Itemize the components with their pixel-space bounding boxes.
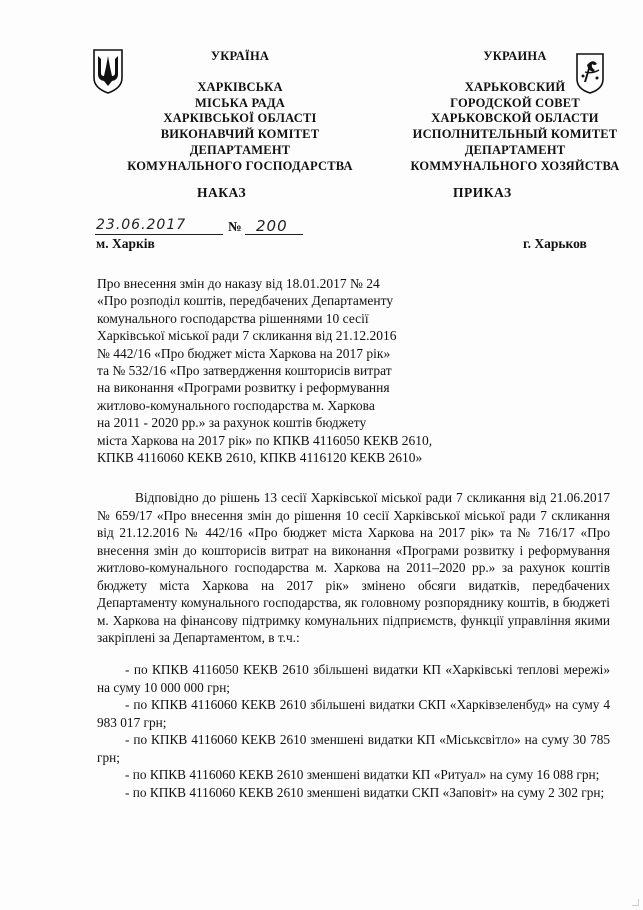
city-ru: г. Харьков [523,236,587,251]
doc-type-ru: ПРИКАЗ [453,185,512,200]
order-number: 200 [256,217,288,235]
list-item: - по КПКВ 4116060 КЕКВ 2610 зменшені видатки КП «Міськсвітло» на суму 30 785 грн; [97,732,610,765]
title-line: «Про розподіл коштів, передбачених Департаменту [97,293,394,309]
doc-type-ua: НАКАЗ [197,185,247,200]
org-line: ГОРОДСКОЙ СОВЕТ [450,95,580,110]
org-line: ДЕПАРТАМЕНТ [464,142,566,157]
allocation-list [97,661,610,801]
org-line: ДЕПАРТАМЕНТ [189,142,291,157]
country-ua: УКРАЇНА [210,49,270,63]
org-line: КОМУНАЛЬНОГО ГОСПОДАРСТВА [127,158,353,173]
country-ru: УКРАИНА [483,49,547,63]
title-line: житлово-комунального господарства м. Харкова [97,397,375,413]
body-text [97,489,610,647]
title-line: комунального господарства рішеннями 10 сесії [97,310,369,326]
date-underline [95,234,223,235]
list-item: - по КПКВ 4116060 КЕКВ 2610 зменшені видатки КП «Ритуал» на суму 16 088 грн; [125,767,600,782]
number-sign: № [228,219,242,234]
city-ua: м. Харків [96,236,155,251]
list-item: - по КПКВ 4116060 КЕКВ 2610 збільшені видатки СКП «Харківзеленбуд» на суму 4 983 017 грн; [97,697,610,730]
body-paragraph: Відповідно до рішень 13 сесії Харківської міської ради 7 скликання від 21.06.2017 № 659/17 «Про внесення змін до рішення 10 сесії Харківської міської ради 7 скликання від 21.12.2016 № 442/16 «Про бюджет міста Харкова на 2017 рік» та № 716/17 «Про внесення змін до кошторисів витрат на виконання «Програми розвитку і реформування житлово-комунального господарства м. Харкова на 2011–2020 рр.» за рахунок коштів бюджету міста Харкова на 2017 рік» змінено обсяги видатків, передбачених Департаменту комунального господарства, як головному розпоряднику коштів, в бюджеті м. Харкова на фінансову підтримку комунальних підприємств, функції управління якими закріплені за Департаментом, в т.ч.: [97,490,610,645]
org-line: ВИКОНАВЧИЙ КОМІТЕТ [160,127,320,142]
org-line: ХАРКІВСЬКА [197,79,283,94]
order-date: 23.06.2017 [96,217,187,233]
list-item: - по КПКВ 4116060 КЕКВ 2610 зменшені видатки СКП «Заповіт» на суму 2 302 грн; [125,784,605,800]
title-line: № 442/16 «Про бюджет міста Харкова на 2017 рік» [97,345,391,361]
title-line: та № 532/16 «Про затвердження кошторисів витрат [97,363,392,379]
title-line: на виконання «Програми розвитку і реформування [97,380,390,396]
title-line: міста Харкова на 2017 рік» по КПКВ 4116050 КЕКВ 2610, [97,432,433,448]
org-line: ХАРЬКОВСКИЙ [464,79,566,94]
org-line: МІСЬКА РАДА [194,95,286,110]
title-line: КПКВ 4116060 КЕКВ 2610, КПКВ 4116120 КЕКВ 2610» [97,450,423,466]
org-line: ИСПОЛНИТЕЛЬНЫЙ КОМИТЕТ [412,127,618,142]
org-line: КОММУНАЛЬНОГО ХОЗЯЙСТВА [410,158,620,173]
org-line: ХАРЬКОВСКОЙ ОБЛАСТИ [431,111,599,126]
org-line: ХАРКІВСЬКОЇ ОБЛАСТІ [163,111,317,126]
number-underline [245,234,303,235]
title-line: Харківської міської ради 7 скликання від 21.12.2016 [97,328,397,344]
title-line: на 2011 - 2020 рр.» за рахунок коштів бюджету [97,415,367,431]
order-title [97,275,567,466]
header-left [90,49,390,175]
header-right [390,49,640,175]
title-line: Про внесення змін до наказу від 18.01.2017 № 24 [97,276,380,291]
list-item: - по КПКВ 4116050 КЕКВ 2610 збільшені видатки КП «Харківські теплові мережі» на суму 10 000 000 грн; [97,662,610,695]
page-corner-mark [632,899,639,906]
